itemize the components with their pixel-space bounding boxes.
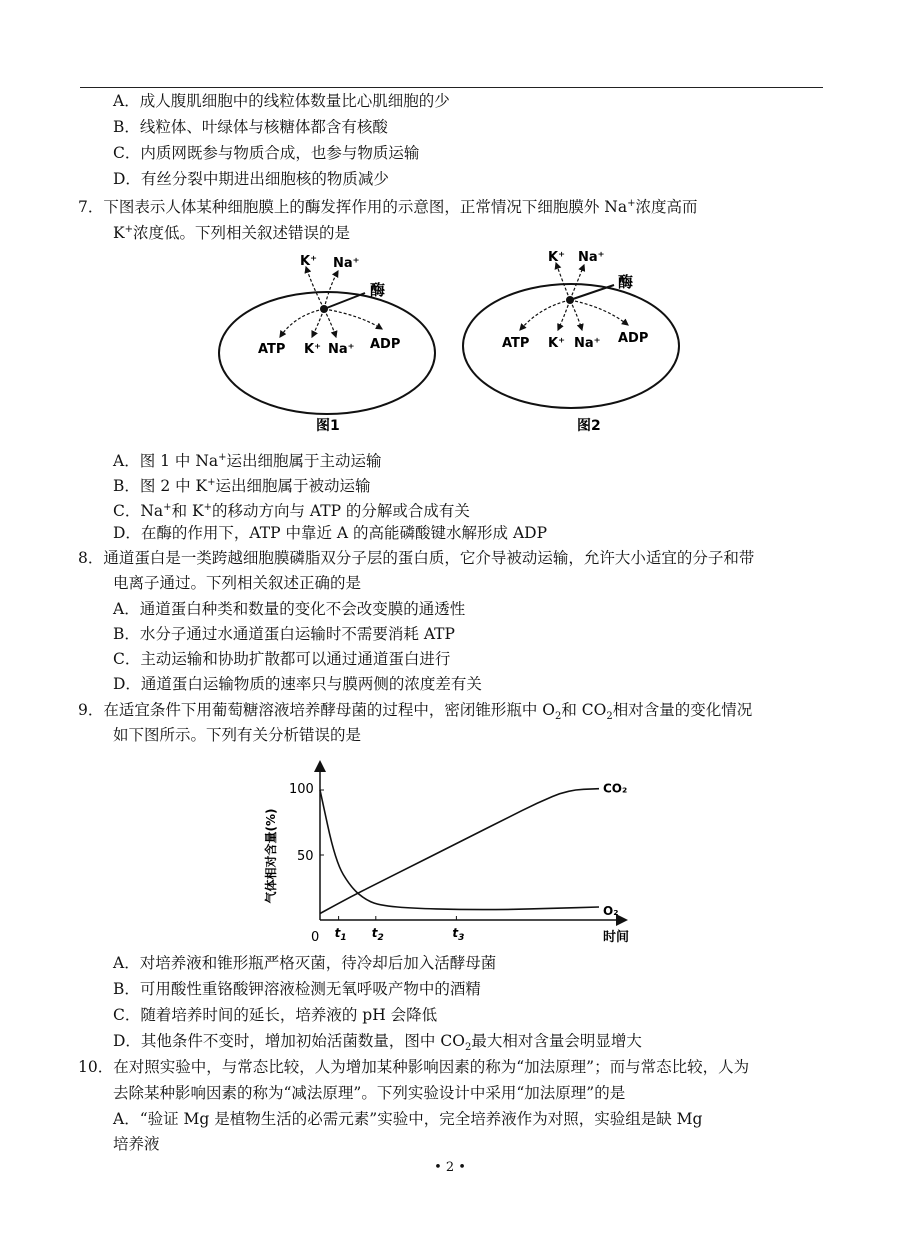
q9-chart (255, 755, 655, 950)
q10-stem-line2: 去除某种影响因素的称为“减法原理”。下列实验设计中采用“加法原理”的是 (113, 1084, 626, 1102)
q7-stem-part: 浓度低。下列相关叙述错误的是 (132, 224, 350, 243)
q8-stem-line2: 电离子通过。下列相关叙述正确的是 (113, 574, 362, 592)
q7-c-part: C．Na (113, 502, 164, 521)
q9-d-part: 最大相对含量会明显增大 (471, 1032, 642, 1050)
q6-option-a: A．成人腹肌细胞中的线粒体数量比心肌细胞的少 (113, 92, 450, 110)
fig1-na-in: Na⁺ (328, 342, 355, 357)
q8-option-a: A．通道蛋白种类和数量的变化不会改变膜的通透性 (113, 600, 466, 618)
fig2-k-out: K⁺ (548, 250, 565, 265)
q9-option-d (113, 1030, 642, 1059)
y-axis-label: 气体相对含量(%) (264, 808, 278, 904)
q10-option-a-line2: 培养液 (113, 1135, 160, 1153)
q7-sup: + (218, 452, 227, 463)
q7-stem-line2 (113, 219, 350, 244)
q7-stem-part: 浓度高而 (635, 198, 698, 217)
q8-stem-line1: 8．通道蛋白是一类跨越细胞膜磷脂双分子层的蛋白质，它介导被动运输，允许大小适宜的分子和带 (78, 549, 755, 567)
fig1-enzyme-label: 酶 (370, 281, 386, 299)
q7-option-a (113, 447, 382, 472)
page-number: • 2 • (434, 1160, 466, 1175)
fig1-adp-label: ADP (370, 337, 401, 352)
q7-sup: + (124, 224, 133, 235)
x-axis-label: 时间 (603, 930, 630, 945)
fig1-atp-label: ATP (258, 342, 286, 357)
q9-d-part: D．其他条件不变时，增加初始活菌数量，图中 CO (113, 1032, 465, 1050)
q7-a-part: A．图 1 中 Na (113, 452, 219, 471)
fig1-caption: 图1 (316, 418, 340, 434)
q7-option-c (113, 497, 470, 522)
q9-sub: 2 (606, 711, 613, 723)
series-co2-line (320, 789, 599, 914)
q7-sup: + (203, 502, 212, 513)
series-co2-label: CO₂ (603, 781, 628, 796)
q6-option-d: D．有丝分裂中期进出细胞核的物质减少 (113, 170, 389, 188)
q9-option-a: A．对培养液和锥形瓶严格灭菌，待冷却后加入活酵母菌 (113, 954, 497, 972)
q7-b-part: B．图 2 中 K (113, 477, 208, 496)
fig2-caption: 图2 (577, 418, 601, 434)
q7-figures (200, 245, 700, 440)
q7-option-d: D．在酶的作用下，ATP 中靠近 A 的高能磷酸键水解形成 ADP (113, 524, 547, 542)
fig1-na-out: Na⁺ (333, 256, 360, 271)
q7-sup: + (163, 502, 172, 513)
q7-stem-line1 (78, 193, 698, 218)
fig2-adp-label: ADP (618, 331, 649, 346)
fig1-k-in: K⁺ (304, 342, 321, 357)
q9-option-c: C．随着培养时间的延长，培养液的 pH 会降低 (113, 1006, 438, 1024)
q8-option-c: C．主动运输和协助扩散都可以通过通道蛋白进行 (113, 650, 451, 668)
q10-option-a-line1: A．“验证 Mg 是植物生活的必需元素”实验中，完全培养液作为对照，实验组是缺 Mg (113, 1110, 703, 1128)
fig2-enzyme-label: 酶 (618, 273, 634, 291)
q8-option-b: B．水分子通过水通道蛋白运输时不需要消耗 ATP (113, 625, 455, 643)
q9-option-b: B．可用酸性重铬酸钾溶液检测无氧呼吸产物中的酒精 (113, 980, 481, 998)
q9-stem-part: 9．在适宜条件下用葡萄糖溶液培养酵母菌的过程中，密闭锥形瓶中 O (78, 701, 555, 719)
q10-stem-line1: 10．在对照实验中，与常态比较，人为增加某种影响因素的称为“加法原理”；而与常态比较，人为 (78, 1058, 750, 1076)
q8-option-d: D．通道蛋白运输物质的速率只与膜两侧的浓度差有关 (113, 675, 482, 693)
q9-sub: 2 (464, 1042, 472, 1054)
q9-stem-part: 相对含量的变化情况 (612, 701, 753, 719)
figure-1 (219, 254, 435, 434)
q7-c-part: 和 K (171, 502, 204, 521)
figure-2 (463, 250, 679, 434)
q7-a-part: 运出细胞属于主动运输 (226, 452, 382, 471)
q9-stem-part: 和 CO (561, 701, 607, 719)
q7-option-b (113, 472, 371, 497)
fig2-atp-label: ATP (502, 336, 530, 351)
q7-stem-part: 7．下图表示人体某种细胞膜上的酶发挥作用的示意图，正常情况下细胞膜外 Na (78, 198, 628, 217)
x-tick-origin: 0 (311, 930, 320, 945)
x-tick-t1: $t_1$ (334, 926, 347, 943)
fig2-na-in: Na⁺ (574, 336, 601, 351)
q7-c-part: 的移动方向与 ATP 的分解或合成有关 (211, 502, 470, 521)
fig1-k-out: K⁺ (300, 254, 317, 269)
y-tick-100: 100 (289, 782, 314, 797)
q7-sup: + (627, 198, 636, 209)
x-tick-t3: $t_3$ (452, 926, 465, 943)
y-tick-50: 50 (297, 849, 314, 864)
fig2-k-in: K⁺ (548, 336, 565, 351)
q9-stem-line2: 如下图所示。下列有关分析错误的是 (113, 726, 362, 744)
fig2-na-out: Na⁺ (578, 250, 605, 265)
x-tick-t2: $t_2$ (371, 926, 384, 943)
q9-sub: 2 (555, 711, 562, 723)
q6-option-b: B．线粒体、叶绿体与核糖体都含有核酸 (113, 118, 388, 136)
q7-sup: + (207, 477, 216, 488)
q6-option-c: C．内质网既参与物质合成，也参与物质运输 (113, 144, 420, 162)
top-rule (80, 87, 823, 88)
series-o2-label: O₂ (603, 904, 619, 918)
q7-b-part: 运出细胞属于被动运输 (215, 477, 371, 496)
q7-stem-part: K (113, 224, 125, 243)
